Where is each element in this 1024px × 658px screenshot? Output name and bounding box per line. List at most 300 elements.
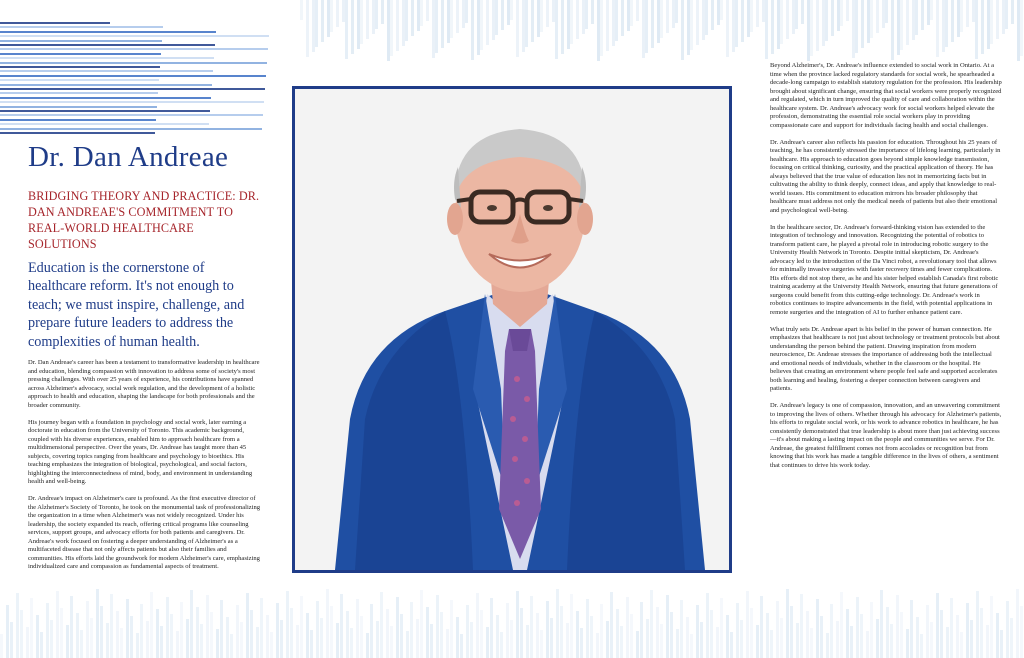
- stripe: [531, 0, 534, 42]
- stripe: [591, 0, 594, 24]
- stripe: [500, 632, 503, 658]
- stripe: [346, 611, 349, 658]
- stripe: [26, 627, 29, 658]
- stripe: [366, 633, 369, 658]
- stripe: [0, 110, 210, 112]
- stripe: [336, 0, 339, 27]
- stripe: [806, 611, 809, 658]
- stripe: [550, 618, 553, 658]
- stripe: [0, 88, 265, 90]
- stripe: [735, 0, 738, 47]
- bottom-stripe-decoration: [0, 588, 1024, 658]
- right-column: [770, 62, 1002, 479]
- stripe: [700, 622, 703, 658]
- stripe: [756, 0, 759, 27]
- stripe: [150, 592, 153, 658]
- stripe: [450, 0, 453, 38]
- stripe: [456, 617, 459, 658]
- stripe: [885, 0, 888, 23]
- stripe: [795, 0, 798, 29]
- stripe: [340, 594, 343, 658]
- stripe: [896, 595, 899, 658]
- stripe: [946, 627, 949, 658]
- stripe: [66, 625, 69, 658]
- stripe: [426, 0, 429, 21]
- stripe: [0, 123, 209, 125]
- stripe: [856, 597, 859, 658]
- stripe: [556, 589, 559, 658]
- stripe: [570, 0, 573, 44]
- stripe: [525, 0, 528, 47]
- stripe: [516, 591, 519, 658]
- stripe: [50, 620, 53, 658]
- stripe: [546, 0, 549, 27]
- stripe: [756, 625, 759, 658]
- stripe: [0, 62, 267, 64]
- stripe: [580, 628, 583, 658]
- stripe: [276, 603, 279, 658]
- stripe: [670, 612, 673, 658]
- stripe: [270, 632, 273, 658]
- stripe: [585, 0, 588, 29]
- stripe: [390, 626, 393, 658]
- stripe: [1016, 589, 1019, 658]
- stripe: [886, 607, 889, 658]
- top-stripe-decoration: [300, 0, 1024, 62]
- stripe: [6, 605, 9, 658]
- stripe: [166, 597, 169, 658]
- stripe: [861, 0, 864, 48]
- stripe: [750, 608, 753, 658]
- stripe: [1006, 601, 1009, 658]
- stripe: [720, 0, 723, 20]
- stripe: [650, 590, 653, 658]
- stripe: [630, 614, 633, 658]
- stripe: [980, 608, 983, 658]
- stripe: [0, 48, 268, 50]
- stripe: [1020, 0, 1023, 56]
- stripe: [196, 607, 199, 658]
- stripe: [690, 0, 693, 50]
- stripe: [746, 591, 749, 658]
- stripe: [410, 602, 413, 658]
- stripe: [116, 611, 119, 658]
- stripe: [536, 613, 539, 658]
- stripe: [966, 0, 969, 27]
- stripe: [586, 599, 589, 658]
- stripe: [920, 634, 923, 658]
- stripe: [136, 633, 139, 658]
- stripe: [870, 0, 873, 38]
- stripe: [360, 616, 363, 658]
- stripe: [356, 599, 359, 658]
- stripe: [436, 595, 439, 658]
- stripe: [80, 630, 83, 658]
- stripe: [296, 625, 299, 658]
- stripe: [660, 0, 663, 38]
- stripe: [106, 623, 109, 658]
- stripe: [890, 624, 893, 658]
- stripe: [86, 601, 89, 658]
- stripe: [441, 0, 444, 48]
- pull-quote: Education is the cornerstone of healthcare reform. It's not enough to teach; we must inspire, challenge, and prepare future leaders to address the complexities of human health.: [28, 260, 245, 350]
- stripe: [520, 608, 523, 658]
- stripe: [616, 609, 619, 658]
- stripe: [940, 610, 943, 658]
- stripe: [160, 626, 163, 658]
- stripe: [440, 612, 443, 658]
- stripe: [0, 97, 211, 99]
- article-subtitle: BRIDGING THEORY AND PRACTICE: DR. DAN ANDREAE'S COMMITMENT TO REAL-WORLD HEALTHCARE SOLUTIONS: [28, 189, 260, 251]
- stripe: [666, 0, 669, 33]
- stripe: [711, 0, 714, 30]
- stripe: [480, 610, 483, 658]
- stripe: [651, 0, 654, 48]
- stripe: [200, 624, 203, 658]
- stripe: [606, 621, 609, 658]
- stripe: [351, 0, 354, 54]
- stripe: [766, 613, 769, 658]
- stripe: [555, 0, 558, 59]
- stripe: [146, 621, 149, 658]
- stripe: [330, 0, 333, 32]
- stripe: [600, 0, 603, 56]
- stripe: [1011, 0, 1014, 24]
- stripe: [70, 596, 73, 658]
- stripe: [96, 589, 99, 658]
- stripe: [206, 595, 209, 658]
- stripe: [915, 0, 918, 35]
- stripe: [0, 70, 213, 72]
- stripe: [60, 608, 63, 658]
- stripe: [850, 626, 853, 658]
- stripe: [640, 602, 643, 658]
- stripe: [921, 0, 924, 30]
- stripe: [750, 0, 753, 32]
- stripe: [250, 610, 253, 658]
- stripe: [820, 616, 823, 658]
- stripe: [900, 0, 903, 50]
- stripe: [246, 593, 249, 658]
- stripe: [510, 0, 513, 20]
- stripe: [810, 628, 813, 658]
- stripe: [690, 634, 693, 658]
- stripe: [836, 621, 839, 658]
- stripe: [375, 0, 378, 29]
- stripe: [970, 620, 973, 658]
- stripe: [0, 66, 160, 68]
- stripe: [321, 0, 324, 42]
- stripe: [681, 0, 684, 60]
- stripe: [405, 0, 408, 41]
- stripe: [710, 610, 713, 658]
- stripe: [130, 616, 133, 658]
- stripe: [696, 0, 699, 45]
- stripe: [726, 0, 729, 57]
- stripe: [680, 600, 683, 658]
- stripe: [716, 627, 719, 658]
- stripe: [855, 0, 858, 53]
- portrait-photo: [295, 89, 729, 570]
- stripe: [540, 0, 543, 32]
- stripe: [936, 0, 939, 57]
- stripe: [796, 623, 799, 658]
- stripe: [140, 604, 143, 658]
- stripe: [156, 609, 159, 658]
- stripe: [390, 0, 393, 56]
- stripe: [976, 591, 979, 658]
- stripe: [900, 612, 903, 658]
- paragraph: His journey began with a foundation in psychology and social work, later earning a doctorate in education from the University of Toronto. This academic background, coupled with his diverse experiences, enabled him to approach healthcare from a multidimensional perspective. Over the years, Dr. Andreae has taught more than 45 subjects, covering topics ranging from healthcare and psychology to bioethics. His teaching emphasizes the integration of biological, psychological, and social factors, highlighting the interconnectedness of mind, body, and environment in understanding health and well-being.: [28, 418, 253, 486]
- stripe: [280, 620, 283, 658]
- stripe: [300, 596, 303, 658]
- stripe: [860, 614, 863, 658]
- stripe: [656, 607, 659, 658]
- left-line-decoration: [0, 22, 270, 142]
- stripe: [446, 629, 449, 658]
- stripe: [0, 128, 262, 130]
- stripe: [626, 597, 629, 658]
- stripe: [0, 53, 161, 55]
- stripe: [420, 590, 423, 658]
- left-body-text: [28, 359, 262, 572]
- stripe: [840, 0, 843, 26]
- stripe: [396, 597, 399, 658]
- stripe: [180, 602, 183, 658]
- stripe: [930, 0, 933, 20]
- stripe: [0, 119, 156, 121]
- stripe: [981, 0, 984, 54]
- stripe: [435, 0, 438, 53]
- stripe: [420, 0, 423, 26]
- stripe: [891, 0, 894, 60]
- stripe: [936, 593, 939, 658]
- stripe: [840, 592, 843, 658]
- stripe: [610, 592, 613, 658]
- stripe: [760, 596, 763, 658]
- stripe: [606, 0, 609, 51]
- stripe: [516, 0, 519, 57]
- stripe: [1000, 630, 1003, 658]
- stripe: [470, 622, 473, 658]
- stripe: [20, 610, 23, 658]
- stripe: [0, 114, 263, 116]
- stripe: [996, 613, 999, 658]
- stripe: [916, 617, 919, 658]
- stripe: [0, 132, 155, 134]
- stripe: [776, 601, 779, 658]
- stripe: [0, 79, 159, 81]
- stripe: [0, 92, 158, 94]
- stripe: [926, 605, 929, 658]
- stripe: [686, 617, 689, 658]
- stripe: [0, 40, 162, 42]
- stripe: [596, 633, 599, 658]
- stripe: [951, 0, 954, 42]
- stripe: [406, 631, 409, 658]
- stripe: [576, 611, 579, 658]
- stripe: [0, 634, 3, 658]
- stripe: [496, 615, 499, 658]
- stripe: [590, 616, 593, 658]
- stripe: [350, 628, 353, 658]
- stripe: [825, 0, 828, 41]
- stripe: [0, 31, 216, 33]
- paragraph: In the healthcare sector, Dr. Andreae's forward-thinking vision has extended to the integration of technology and innovation. Recognizing the potential of robotics to transform patient care, he played a pivotal role in introducing robotic surgery to the University Health Network in Toronto. Despite initial skepticism, Dr. Andreae's advocacy led to the introduction of the Da Vinci robot, a revolutionary tool that allows for minimally invasive surgeries with faster recovery times and fewer complications. His efforts did not stop there, as he and his sister helped establish Canada's first robotic training academy at the University Health Network, ensuring that future generations of surgeons could benefit from this cutting-edge technology. Dr. Andreae's work in robotics continues to inspire advancements in the field, with potential applications in remote surgeries and the integration of AI to further enhance patient care.: [770, 223, 999, 316]
- stripe: [906, 629, 909, 658]
- stripe: [170, 614, 173, 658]
- stripe: [320, 618, 323, 658]
- stripe: [36, 615, 39, 658]
- stripe: [10, 622, 13, 658]
- stripe: [620, 626, 623, 658]
- stripe: [705, 0, 708, 35]
- stripe: [216, 629, 219, 658]
- stripe: [726, 615, 729, 658]
- paragraph: What truly sets Dr. Andreae apart is his belief in the power of human connection. He emphasizes that healthcare is not just about technology or treatment protocols but about understanding the person behind the patient. Drawing inspiration from modern neuroscience, Dr. Andreae stresses the importance of addressing both the intellectual and emotional needs of individuals, whether in the classroom or the hospital. He believes that creating an environment where people feel safe and supported accelerates both learning and healing, fostering a deeper connection between caregivers and patients.: [770, 325, 1000, 392]
- stripe: [801, 0, 804, 24]
- stripe: [256, 627, 259, 658]
- paragraph: Dr. Andreae's career also reflects his passion for education. Throughout his 25 years of teaching, he has consistently stressed the importance of lifelong learning, particularly in healthcare. His approach to education goes beyond simple knowledge transmission, focusing on critical thinking, curiosity, and the practical application of theory. He has always believed that the true value of education lies not in memorizing facts but in cultivating the ability to think deeply, connect ideas, and apply that knowledge to real-world issues. His commitment to education mirrors his broader philosophy that healthcare must address not only the medical needs of patients but also their emotional and psychological well-being.: [770, 138, 1001, 214]
- stripe: [780, 0, 783, 44]
- stripe: [831, 0, 834, 36]
- stripe: [1005, 0, 1008, 29]
- stripe: [730, 632, 733, 658]
- stripe: [830, 604, 833, 658]
- stripe: [736, 603, 739, 658]
- stripe: [506, 603, 509, 658]
- stripe: [910, 600, 913, 658]
- stripe: [826, 633, 829, 658]
- left-column: [28, 140, 262, 580]
- stripe: [100, 606, 103, 658]
- stripe: [316, 601, 319, 658]
- stripe: [336, 623, 339, 658]
- stripe: [490, 598, 493, 658]
- stripe: [975, 0, 978, 59]
- stripe: [230, 634, 233, 658]
- stripe: [660, 624, 663, 658]
- stripe: [465, 0, 468, 23]
- stripe: [300, 0, 303, 20]
- stripe: [46, 603, 49, 658]
- paragraph: Beyond Alzheimer's, Dr. Andreae's influence extended to social work in Ontario. At a time when the province lacked regulatory standards for social work, he spearheaded a decade-long campaign to establish statutory regulation for the profession. His leadership brought about significant change, ensuring that social workers were properly recognized and regulated, which in turn improved the quality of care and collaboration within the healthcare system. Dr. Andreae's advocacy work for social workers helped elevate the profession, demonstrating the essential role social workers play in providing compassionate care and support for individuals facing health and social challenges.: [770, 62, 1002, 129]
- stripe: [1020, 606, 1023, 658]
- stripe: [770, 630, 773, 658]
- stripe: [476, 593, 479, 658]
- stripe: [636, 0, 639, 21]
- stripe: [360, 0, 363, 44]
- stripe: [870, 602, 873, 658]
- stripe: [495, 0, 498, 35]
- stripe: [1010, 618, 1013, 658]
- stripe: [676, 629, 679, 658]
- stripe: [765, 0, 768, 59]
- paragraph: Dr. Dan Andreae's career has been a testament to transformative leadership in healthcare and education, blending compassion with innovation to address some of society's most pressing challenges. With over 25 years of experience, his contributions have spanned across Alzheimer's advocacy, social work regulation, and the development of a holistic approach to health and education, shaping the landscape for both professionals and the broader community.: [28, 359, 260, 409]
- stripe: [266, 615, 269, 658]
- stripe: [40, 632, 43, 658]
- stripe: [290, 608, 293, 658]
- stripe: [636, 631, 639, 658]
- stripe: [30, 598, 33, 658]
- stripe: [426, 607, 429, 658]
- stripe: [570, 594, 573, 658]
- stripe: [510, 620, 513, 658]
- stripe: [876, 619, 879, 658]
- stripe: [906, 0, 909, 45]
- stripe: [220, 600, 223, 658]
- stripe: [306, 613, 309, 658]
- stripe: [210, 612, 213, 658]
- stripe: [646, 619, 649, 658]
- stripe: [0, 75, 266, 77]
- stripe: [950, 598, 953, 658]
- stripe: [930, 622, 933, 658]
- stripe: [396, 0, 399, 51]
- stripe: [226, 617, 229, 658]
- stripe: [370, 604, 373, 658]
- stripe: [561, 0, 564, 54]
- stripe: [960, 632, 963, 658]
- stripe: [306, 0, 309, 57]
- stripe: [90, 618, 93, 658]
- stripe: [675, 0, 678, 23]
- stripe: [960, 0, 963, 32]
- paragraph: Dr. Andreae's legacy is one of compassion, innovation, and an unwavering commitment to improving the lives of others. Whether through his advocacy for Alzheimer's patients, his efforts to regulate social work, or his work to advance robotics in healthcare, he has consistently demonstrated that true leadership is about more than just achieving success—it's about making a lasting impact on the people and communities we serve. For Dr. Andreae, the greatest fulfillment comes not from accolades or recognition but from knowing that his work has made a tangible difference in the lives of others, a sentiment that continues to drive his work today.: [770, 402, 1002, 469]
- stripe: [990, 596, 993, 658]
- stripe: [16, 593, 19, 658]
- stripe: [720, 598, 723, 658]
- stripe: [530, 596, 533, 658]
- stripe: [460, 634, 463, 658]
- stripe: [0, 57, 214, 59]
- stripe: [816, 599, 819, 658]
- stripe: [780, 618, 783, 658]
- stripe: [621, 0, 624, 36]
- stripe: [740, 620, 743, 658]
- stripe: [966, 603, 969, 658]
- stripe: [876, 0, 879, 33]
- stripe: [76, 613, 79, 658]
- stripe: [526, 625, 529, 658]
- stripe: [816, 0, 819, 51]
- stripe: [696, 605, 699, 658]
- stripe: [630, 0, 633, 26]
- stripe: [706, 593, 709, 658]
- stripe: [990, 0, 993, 44]
- stripe: [366, 0, 369, 39]
- stripe: [880, 590, 883, 658]
- stripe: [666, 595, 669, 658]
- stripe: [790, 606, 793, 658]
- stripe: [186, 619, 189, 658]
- page-title: Dr. Dan Andreae: [28, 141, 229, 173]
- paragraph: Dr. Andreae's impact on Alzheimer's care is profound. As the first executive director of the Alzheimer's Society of Toronto, he took on the monumental task of professionalizing the organization in a time when Alzheimer's was not widely recognized. Under his leadership, the society expanded its reach, offering critical programs like counseling services, support groups, and advocacy efforts for both patients and caregivers. Dr. Andreae's work focused on fostering a deeper understanding of Alzheimer's as a multifaceted disease that not only affects patients but also their families and communities. His efforts laid the groundwork for modern Alzheimer's care, emphasizing individualized care and compassion as fundamental aspects of treatment.: [28, 495, 261, 571]
- stripe: [190, 590, 193, 658]
- stripe: [645, 0, 648, 53]
- stripe: [466, 605, 469, 658]
- stripe: [0, 35, 269, 37]
- stripe: [416, 619, 419, 658]
- stripe: [381, 0, 384, 24]
- portrait-photo-frame: [292, 86, 732, 573]
- stripe: [560, 606, 563, 658]
- stripe: [996, 0, 999, 39]
- stripe: [236, 605, 239, 658]
- stripe: [501, 0, 504, 30]
- stripe: [480, 0, 483, 50]
- stripe: [786, 589, 789, 658]
